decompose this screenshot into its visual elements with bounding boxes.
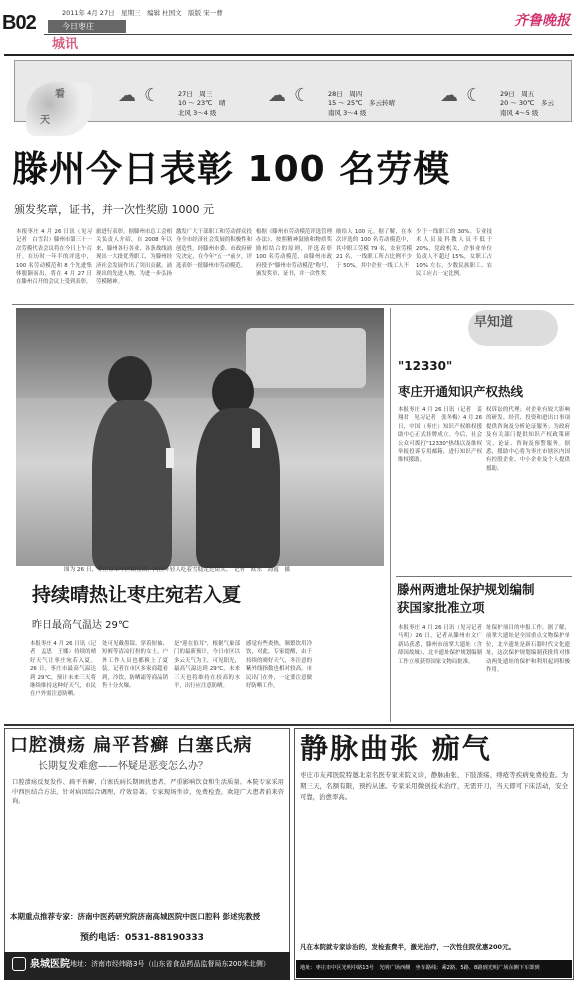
- weather-day: [440, 84, 568, 120]
- story2-column: 本报枣庄 4 月 26 日讯（记者 孟思 王娜）持续的晴好天气让枣庄宛若入夏。26 日，枣庄市最高气温达到 29℃，预计未来三天将继续维持这种好天气，市民在户外需注意防晒。: [30, 641, 96, 698]
- hospital-address: 地址：济南市经纬路3号（山东省食品药品监督局东200米北侧）: [70, 960, 270, 968]
- lead-subhead: 颁发奖章，证书，并一次性奖励 1000 元: [14, 203, 214, 216]
- weather-text: 27日 周三 10 ～ 23℃ 晴 北风 3～4 级: [178, 90, 226, 117]
- column-divider: [390, 308, 391, 722]
- oral-ad-phone: 预约电话：0531-88190333: [80, 933, 204, 943]
- knowledge-column: 本报枣庄 4 月 26 日讯（记者 姜翔君 见习记者 张冬梅）4 月 26 日，中国（枣庄）知识产权维权援助中心正式挂牌成立。今后，社会公众可拨打"12330"热线以及维权举报投诉专用邮箱，进行知识产权维权援助。: [398, 407, 482, 464]
- story2-subhead: 昨日最高气温达 29℃: [32, 620, 130, 631]
- weather-text: 28日 周四 15 ～ 25℃ 多云转晴 南风 3～4 级: [328, 90, 395, 117]
- moon-icon: ☾: [466, 85, 491, 106]
- hospital-name: 泉城医院: [30, 959, 70, 970]
- lead-column: 本报枣庄 4 月 26 日讯（见习记者 白雪岩）滕州市第三十一次劳模代表会议将在今日上午召开。在历时一年半的评选中，100 名劳动模范和 8 个先进集体脱颖而出，将在 4 月 27 日在滕州召开的会议上受到表彰。: [16, 229, 92, 286]
- oral-ad-footer: 本期重点推荐专家：济南中医药研究院济南高城医院中医口腔科 彭述宪教授: [10, 912, 261, 921]
- cloud-icon: ☁: [118, 85, 144, 106]
- knowledge-headline: 枣庄开通知识产权热线: [398, 384, 524, 399]
- heritage-headline-2: 获国家批准立项: [397, 600, 485, 615]
- weather-day: [268, 84, 396, 120]
- page-number: B02: [2, 12, 36, 34]
- hotline-tag: "12330": [398, 359, 453, 373]
- lead-column: 激发广大干部职工和劳动群众投身全市经济社会发展的积极性和创造性，经滕州市委、市政府研究决定，在今年"五一"前夕，评选表彰一批滕州市劳动模范。: [176, 229, 252, 269]
- story2-column: 感觉有些炎热，频繁饮用冷饮，对此，专家提醒，由于持续的晴好天气，冬注意的紫外线指数也相对较高，市民出门在外，一定要注意做好防晒工作。: [246, 641, 312, 689]
- story2-column: 处可见戴墨镜、穿着短袖、短裤等清凉打扮的女士，户外工作人员也都换上了夏装。记者在市区多家商超看到，冷饮、防晒霜等商品销售十分火爆。: [102, 641, 168, 689]
- oral-ad-subtitle: 长期复发难愈——怀疑是恶变怎么办？: [38, 761, 208, 772]
- brand-logo: 齐鲁晚报: [514, 13, 570, 29]
- section-rule: [396, 576, 572, 577]
- cloud-icon: ☁: [440, 85, 466, 106]
- oral-ad-title: 口腔溃疡 扁平苔癣 白塞氏病: [10, 735, 253, 756]
- photo-caption: 图为 26 日，枣庄市市中区街岳街，两位年轻人吃着雪糕走过街头。 记者 欧东 海霞 摄: [64, 567, 291, 573]
- lead-headline: 滕州今日表彰 100 名劳模: [12, 149, 451, 190]
- knowledge-column: 权诉讼的代理；对企业有较大影响的研发、经营、投资和进出口事项提供咨询及分析论证服务；为政府及有关部门提供知识产权政策研究、论证、咨询及预警服务。据悉，援助中心将为枣庄市辖区内国有控股企业、中小企业及个人提供援助。: [486, 407, 570, 472]
- heritage-headline-1: 滕州两遗址保护规划编制: [397, 582, 535, 597]
- weather-icons: [440, 84, 490, 108]
- lead-column: 根据《滕州市劳动模范评选管理办法》，按照精神鼓励和物质奖励相结合的原则，评选表彰 100 名劳动模范，由滕州市政府授予"滕州市劳动模范"称号，颁发奖章、证书，并一次性奖: [256, 229, 332, 277]
- section-rule: [12, 304, 574, 305]
- weather-text: 29日 周五 20 ～ 30℃ 多云 南风 4～5 级: [500, 90, 554, 117]
- heritage-column: 本报枣庄 4 月 26 日讯（见习记者 马明）26 日，记者从滕州市文广新局获悉，滕州市前掌大遗址（含薛国故城）、北辛遗址保护规划编制工作立项获得国家文物局批准。: [398, 625, 488, 665]
- lead-column: 励给人 100 元。据了解，在本次评选的 100 名劳动模范中，其中职工劳模 79 名，农业劳模 21 名，一线职工所占比例不少于 50%，其中企业一线工人不: [336, 229, 412, 269]
- zhidao-badge-text: 早知道: [474, 315, 514, 330]
- vein-ad-body: 枣庄市友邦医院特邀北京名医专家来院义诊，静脉曲张、下肢溃疡、痔疮等疾病免费检查。为期三天，名额有限，预约从速。专家采用微创技术治疗，无需开刀，当天即可下床活动，安全可靠，治愈率高。: [300, 771, 568, 801]
- section-tab: 今日枣庄: [48, 20, 126, 33]
- weather-logo-text-1: 看: [55, 89, 65, 100]
- lead-column: 旅进行表彰。据滕州市总工会相关负责人介绍，自 2008 年以来，滕州各行各业、各条战线涌现出一大批优秀职工，为滕州经济社会发展作出了突出贡献，涌现出的先进人物，为进一步弘扬劳模精神。: [96, 229, 172, 286]
- vein-ad-note: 凡在本院就专家诊治的，发检查费半，激光治疗，一次性住院优惠200元。: [300, 943, 516, 951]
- lead-column: 少于一线职工的 30%。专业技术人员及科教人员不低于 20%，党政机关、企事业单位负责人不超过 15%，女职工占 10% 左右，少数民族职工、农民工应占一定比例。: [416, 229, 492, 277]
- weather-day: [118, 84, 246, 120]
- hospital-logo-icon: [12, 957, 26, 971]
- story2-column: 是"迎在伯耳"，根据气象部门的最新预计，今日市区以多云天气为主，可见阳光，最高气温达到 29℃，未来三天也将维持在较高的水平，出行应注意防晒。: [174, 641, 240, 689]
- header-rule: [44, 34, 572, 35]
- story2-headline: 持续晴热让枣庄宛若入夏: [32, 584, 242, 606]
- news-photo: [16, 308, 384, 566]
- vein-ad-title: 静脉曲张 痂气: [300, 732, 492, 765]
- header-rule-bold: [4, 54, 574, 56]
- dateline: 2011年 4月 27日 星期三 编辑 杜国文 版版 宋一曹: [62, 9, 223, 17]
- oral-ad-body: 口腔溃疡反复发作、扁平苔癣、白塞氏病长期困扰患者，严重影响饮食和生活质量。本院专家采用中西医结合方法，针对病因综合调理，疗效显著。专家现场坐诊，免费检查，欢迎广大患者前来咨询。: [12, 779, 284, 806]
- cloud-icon: ☁: [268, 85, 294, 106]
- moon-icon: ☾: [294, 85, 319, 106]
- ad-rule: [4, 724, 574, 726]
- vein-ad-address: 地址：枣庄市中区光明中路13号 光明广场西侧 坐车路线：乘2路、5路、8路到光明广场东侧下车即到: [300, 965, 540, 971]
- moon-icon: ☾: [144, 85, 169, 106]
- weather-icons: [268, 84, 318, 108]
- section-name: 城讯: [52, 37, 79, 52]
- heritage-column: 址保护项目的申报工作。据了解，前掌大遗址是全国重点文物保护单位，北辛遗址是新石器时代文化遗址，这次保护规划编制获批将对推动两处遗址的保护和利用起到积极作用。: [486, 625, 570, 673]
- weather-icons: [118, 84, 168, 108]
- weather-logo-text-2: 天: [40, 115, 50, 126]
